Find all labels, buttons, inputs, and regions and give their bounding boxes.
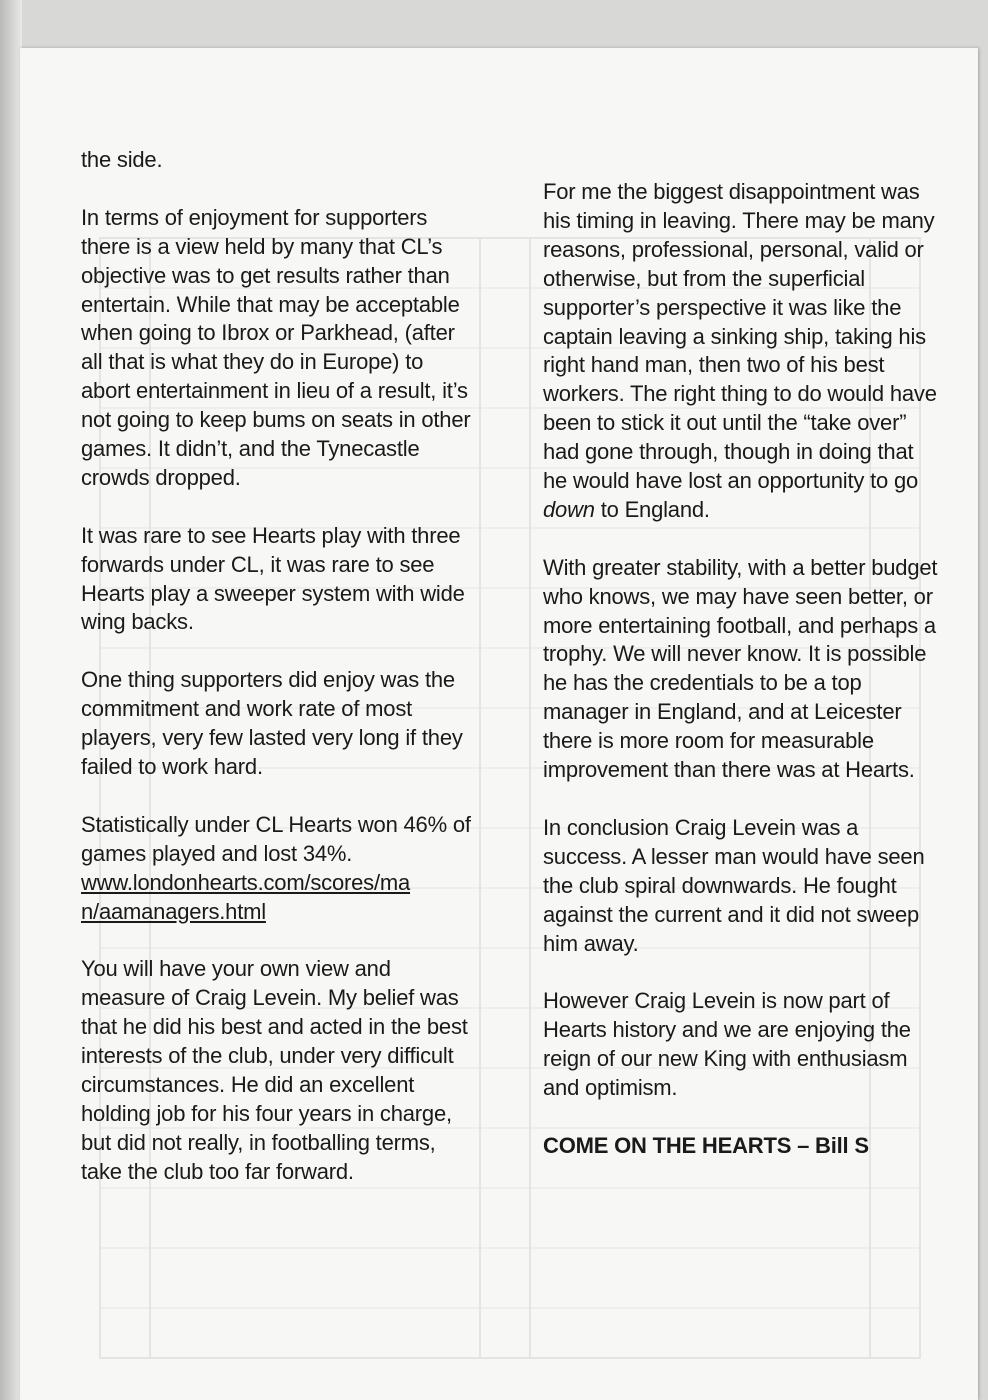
paragraph-history: However Craig Levein is now part of Hearts history and we are enjoying the reign of our new King with enthusiasm and optimism.	[543, 988, 911, 1101]
paragraph-statistics: Statistically under CL Hearts won 46% of games played and lost 34%.	[81, 811, 471, 866]
paragraph-gap	[81, 926, 473, 955]
paragraph-commitment: One thing supporters did enjoy was the commitment and work rate of most players, very few lasted very long if they failed to work hard.	[81, 667, 463, 779]
booklet-spine	[0, 0, 22, 1400]
paragraph-gap	[543, 1103, 943, 1132]
paragraph-gap	[543, 525, 943, 554]
left-column	[81, 146, 473, 1187]
paragraph-gap	[81, 493, 473, 522]
paragraph-intro: the side.	[81, 147, 163, 172]
paragraph-gap	[81, 175, 473, 204]
disappointment-emphasis: down	[543, 496, 595, 522]
paragraph-gap	[81, 637, 473, 666]
paragraph-stability: With greater stability, with a better budget who knows, we may have seen better, or more entertaining football, and perhaps a trophy. We will never know. It is possible he has the credentials to be a top manager in England, and at Leicester there is more room for measurable improvement than there was at Hearts.	[543, 554, 938, 783]
booklet-page	[20, 48, 978, 1400]
stats-link-block[interactable]	[81, 869, 473, 927]
paragraph-gap	[543, 958, 943, 987]
paragraph-forwards: It was rare to see Hearts play with three forwards under CL, it was rare to see Hearts play a sweeper system with wide wing backs.	[81, 522, 465, 635]
paragraph-gap	[543, 785, 943, 814]
stats-link-line-1[interactable]: www.londonhearts.com/scores/ma	[81, 869, 411, 895]
right-column	[543, 178, 943, 1161]
paragraph-disappointment	[543, 178, 943, 525]
paragraph-conclusion: In conclusion Craig Levein was a success. A lesser man would have seen the club spiral downwards. He fought against the current and it did not sweep him away.	[543, 814, 925, 956]
stats-link-line-2[interactable]: n/aamanagers.html	[81, 898, 266, 924]
article-signoff: COME ON THE HEARTS – Bill S	[543, 1132, 869, 1158]
disappointment-text-b: to England.	[594, 496, 710, 522]
disappointment-text-a: For me the biggest disappointment was his timing in leaving. There may be many reasons, professional, personal, valid or otherwise, but from the superficial supporter’s perspective it was like the captain leaving a sinking ship, taking his right hand man, then two of his best workers. The right thing to do would have been to stick it out until the “take over” had gone through, though in doing that he would have lost an opportunity to go	[543, 179, 937, 494]
paragraph-gap	[81, 782, 473, 811]
paragraph-enjoyment: In terms of enjoyment for supporters there is a view held by many that CL’s objective was to get results rather than entertain. While that may be acceptable when going to Ibrox or Parkhead, (after all that is what they do in Europe) to abort entertainment in lieu of a result, it’s not going to keep bums on seats in other games. It didn’t, and the Tynecastle crowds dropped.	[81, 204, 471, 490]
paragraph-own-view: You will have your own view and measure of Craig Levein. My belief was that he did his best and acted in the best interests of the club, under very difficult circumstances. He did an excellent holding job for his four years in charge, but did not really, in footballing terms, take the club too far forward.	[81, 956, 468, 1184]
